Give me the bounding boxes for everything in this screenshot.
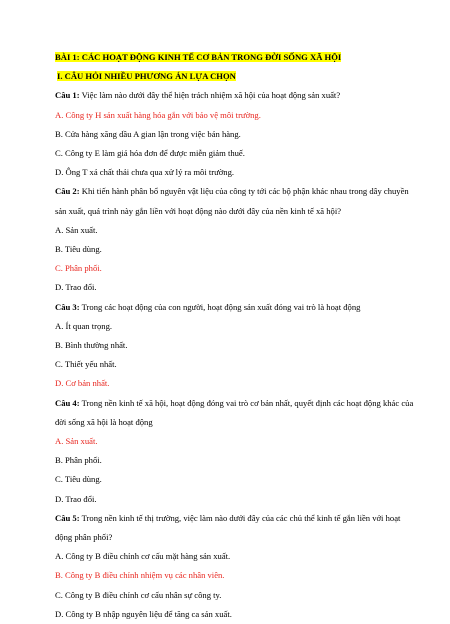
- answer-option: D. Cơ bản nhất.: [55, 378, 110, 389]
- answer-option: D. Ông T xả chất thải chưa qua xử lý ra môi trường.: [55, 167, 235, 178]
- lesson-title: [55, 48, 415, 67]
- question-label: Câu 4:: [55, 397, 80, 408]
- question-2: [55, 182, 415, 220]
- section-heading-text: I. CÂU HỎI NHIỀU PHƯƠNG ÁN LỰA CHỌN: [57, 71, 236, 82]
- question-text: Trong nền kinh tế thị trường, việc làm nào dưới đây của các chủ thể kinh tế gắn liền với hoạt động phân phối?: [55, 512, 401, 543]
- question-5: [55, 509, 415, 547]
- answer-option: D. Công ty B nhập nguyên liệu để tăng ca sản xuất.: [55, 608, 232, 619]
- section-heading: [57, 67, 415, 86]
- answer-option: C. Thiết yếu nhất.: [55, 359, 117, 370]
- question-label: Câu 2:: [55, 186, 80, 197]
- question-3: [55, 298, 415, 317]
- answer-option: A. Ít quan trọng.: [55, 320, 113, 331]
- answer-option: B. Tiêu dùng.: [55, 244, 102, 255]
- answer-option: D. Trao đổi.: [55, 282, 97, 293]
- answer-option: A. Công ty H sản xuất hàng hóa gắn với bảo vệ môi trường.: [55, 109, 261, 120]
- answer-option: C. Tiêu dùng.: [55, 474, 102, 485]
- answer-option: B. Bình thường nhất.: [55, 340, 128, 351]
- question-label: Câu 3:: [55, 301, 80, 312]
- question-label: Câu 1:: [55, 90, 80, 101]
- question-list: [55, 86, 415, 624]
- answer-option: D. Trao đổi.: [55, 493, 97, 504]
- answer-option: A. Công ty B điều chỉnh cơ cấu mặt hàng sản xuất.: [55, 551, 231, 562]
- question-text: Khi tiến hành phân bổ nguyên vật liệu của công ty tới các bộ phận khác nhau trong dây chuyền sản xuất, quá trình này gắn liền với hoạt động nào dưới đây của nền kinh tế xã hội?: [55, 186, 409, 216]
- question-text: Trong nền kinh tế xã hội, hoạt động đóng vai trò cơ bản nhất, quyết định các hoạt động khác của đời sống xã hội là hoạt động: [55, 397, 414, 427]
- question-1: [55, 86, 415, 105]
- answer-option: A. Sản xuất.: [55, 436, 98, 447]
- answer-option: C. Công ty E làm giả hóa đơn để được miễn giảm thuế.: [55, 148, 245, 159]
- answer-option: B. Cửa hàng xăng dầu A gian lận trong việc bán hàng.: [55, 128, 241, 139]
- answer-option: C. Công ty B điều chỉnh cơ cấu nhân sự công ty.: [55, 589, 222, 600]
- question-4: [55, 394, 415, 432]
- answer-option: B. Phân phối.: [55, 455, 102, 466]
- question-text: Trong các hoạt động của con người, hoạt động sản xuất đóng vai trò là hoạt động: [81, 301, 361, 312]
- answer-option: C. Phân phối.: [55, 263, 102, 274]
- lesson-title-text: BÀI 1: CÁC HOẠT ĐỘNG KINH TẾ CƠ BẢN TRONG ĐỜI SỐNG XÃ HỘI: [55, 52, 342, 62]
- answer-option: B. Công ty B điều chỉnh nhiệm vụ các nhân viên.: [55, 570, 225, 581]
- question-label: Câu 5:: [55, 512, 80, 523]
- question-text: Việc làm nào dưới đây thể hiện trách nhiệm xã hội của hoạt động sản xuất?: [81, 90, 341, 101]
- document-content: [55, 48, 415, 624]
- answer-option: A. Sản xuất.: [55, 224, 98, 235]
